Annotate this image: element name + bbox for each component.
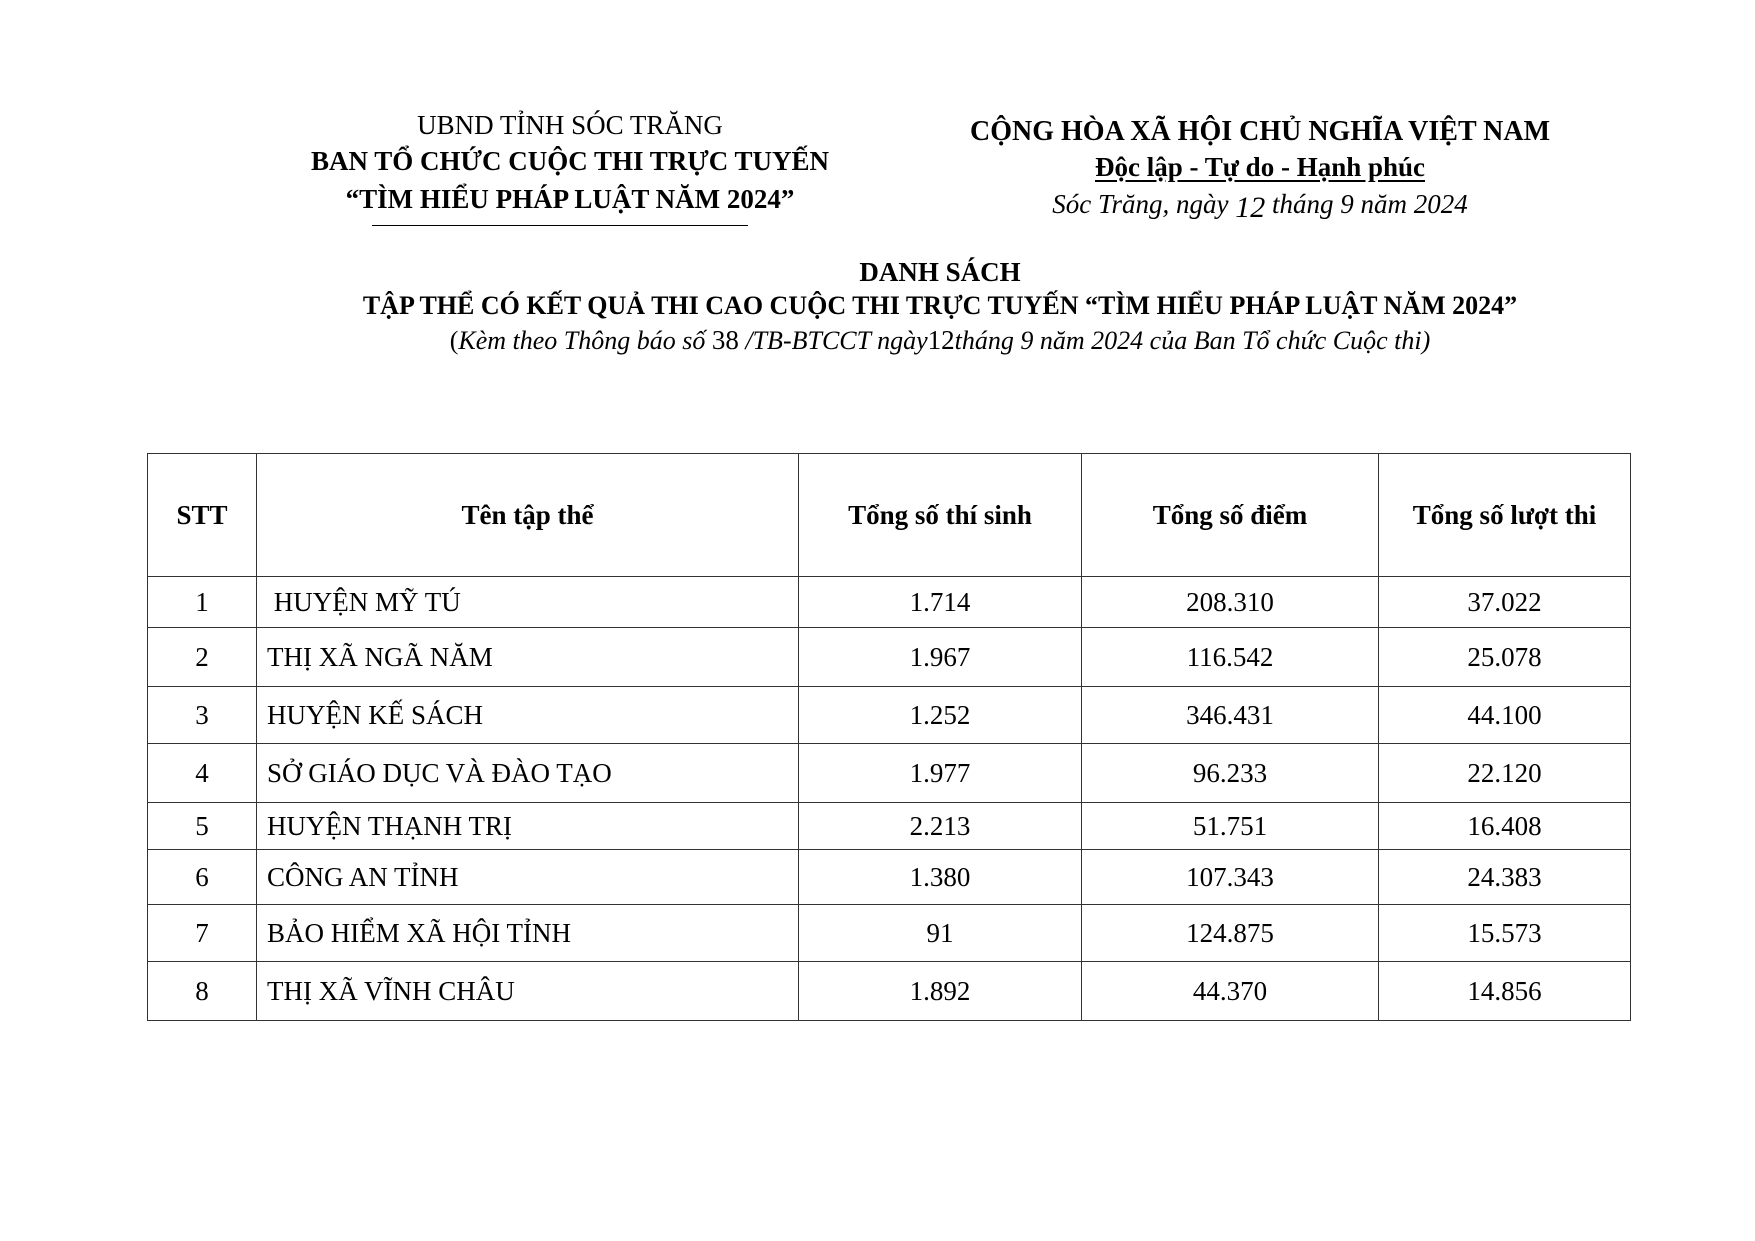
results-table <box>147 453 1631 1021</box>
cell-stt: 4 <box>148 744 257 803</box>
header-score: Tổng số điểm <box>1082 454 1379 577</box>
cell-participants: 1.380 <box>799 850 1082 905</box>
national-header <box>880 114 1640 228</box>
cell-name: THỊ XÃ NGÃ NĂM <box>257 628 799 687</box>
cell-participants: 1.977 <box>799 744 1082 803</box>
cell-score: 208.310 <box>1082 577 1379 628</box>
issuing-agency-header <box>220 108 920 218</box>
table-header-row <box>148 454 1631 577</box>
cell-participants: 1.967 <box>799 628 1082 687</box>
cell-stt: 1 <box>148 577 257 628</box>
cell-participants: 1.714 <box>799 577 1082 628</box>
cell-stt: 3 <box>148 687 257 744</box>
cell-participants: 1.252 <box>799 687 1082 744</box>
cell-name: SỞ GIÁO DỤC VÀ ĐÀO TẠO <box>257 744 799 803</box>
date-prefix: Sóc Trăng, ngày <box>1052 189 1236 219</box>
cell-name: HUYỆN THẠNH TRỊ <box>257 803 799 850</box>
cell-score: 51.751 <box>1082 803 1379 850</box>
cell-participants: 91 <box>799 905 1082 962</box>
organizing-committee-name: BAN TỔ CHỨC CUỘC THI TRỰC TUYẾN <box>310 146 830 176</box>
table-row <box>148 577 1631 628</box>
cell-score: 96.233 <box>1082 744 1379 803</box>
agency-name: UBND TỈNH SÓC TRĂNG <box>417 110 723 140</box>
cell-stt: 5 <box>148 803 257 850</box>
cell-name: THỊ XÃ VĨNH CHÂU <box>257 962 799 1021</box>
cell-name: CÔNG AN TỈNH <box>257 850 799 905</box>
national-title: CỘNG HÒA XÃ HỘI CHỦ NGHĨA VIỆT NAM <box>969 116 1551 147</box>
cell-score: 124.875 <box>1082 905 1379 962</box>
cell-stt: 2 <box>148 628 257 687</box>
document-title: DANH SÁCH <box>859 257 1021 287</box>
cell-attempts: 24.383 <box>1379 850 1631 905</box>
cell-participants: 1.892 <box>799 962 1082 1021</box>
table-row <box>148 687 1631 744</box>
cell-score: 107.343 <box>1082 850 1379 905</box>
cell-score: 44.370 <box>1082 962 1379 1021</box>
header-participants: Tổng số thí sinh <box>799 454 1082 577</box>
date-suffix: tháng 9 năm 2024 <box>1265 189 1468 219</box>
date-day: 12 <box>1235 191 1266 224</box>
table-row <box>148 962 1631 1021</box>
cell-attempts: 15.573 <box>1379 905 1631 962</box>
cell-stt: 7 <box>148 905 257 962</box>
cell-stt: 8 <box>148 962 257 1021</box>
table-row <box>148 628 1631 687</box>
header-name: Tên tập thể <box>257 454 799 577</box>
cell-attempts: 14.856 <box>1379 962 1631 1021</box>
national-motto: Độc lập - Tự do - Hạnh phúc <box>1094 152 1426 182</box>
cell-name: BẢO HIỂM XÃ HỘI TỈNH <box>257 905 799 962</box>
table-row <box>148 905 1631 962</box>
cell-attempts: 16.408 <box>1379 803 1631 850</box>
cell-attempts: 25.078 <box>1379 628 1631 687</box>
note-day: 12 <box>927 325 955 355</box>
cell-name: HUYỆN MỸ TÚ <box>257 577 799 628</box>
note-part-b: /TB-BTCCT ngày <box>738 326 928 355</box>
header-divider <box>372 225 748 226</box>
note-open-paren: ( <box>449 326 459 355</box>
document-title-block <box>200 255 1680 358</box>
cell-name: HUYỆN KẾ SÁCH <box>257 687 799 744</box>
header-stt: STT <box>148 454 257 577</box>
note-part-a: Kèm theo Thông báo số <box>458 326 712 355</box>
document-subtitle: TẬP THỂ CÓ KẾT QUẢ THI CAO CUỘC THI TRỰC TUYẾN “TÌM HIỂU PHÁP LUẬT NĂM 2024” <box>362 291 1518 320</box>
table-row <box>148 744 1631 803</box>
cell-participants: 2.213 <box>799 803 1082 850</box>
table-row <box>148 850 1631 905</box>
cell-attempts: 44.100 <box>1379 687 1631 744</box>
cell-score: 116.542 <box>1082 628 1379 687</box>
cell-score: 346.431 <box>1082 687 1379 744</box>
note-part-c: tháng 9 năm 2024 của Ban Tổ chức Cuộc thi) <box>954 326 1431 355</box>
header-attempts: Tổng số lượt thi <box>1379 454 1631 577</box>
cell-stt: 6 <box>148 850 257 905</box>
cell-attempts: 37.022 <box>1379 577 1631 628</box>
document-note <box>200 323 1680 358</box>
cell-attempts: 22.120 <box>1379 744 1631 803</box>
contest-name: “TÌM HIỂU PHÁP LUẬT NĂM 2024” <box>345 184 795 214</box>
table-row <box>148 803 1631 850</box>
notice-number: 38 <box>711 325 739 355</box>
place-date <box>880 184 1640 228</box>
